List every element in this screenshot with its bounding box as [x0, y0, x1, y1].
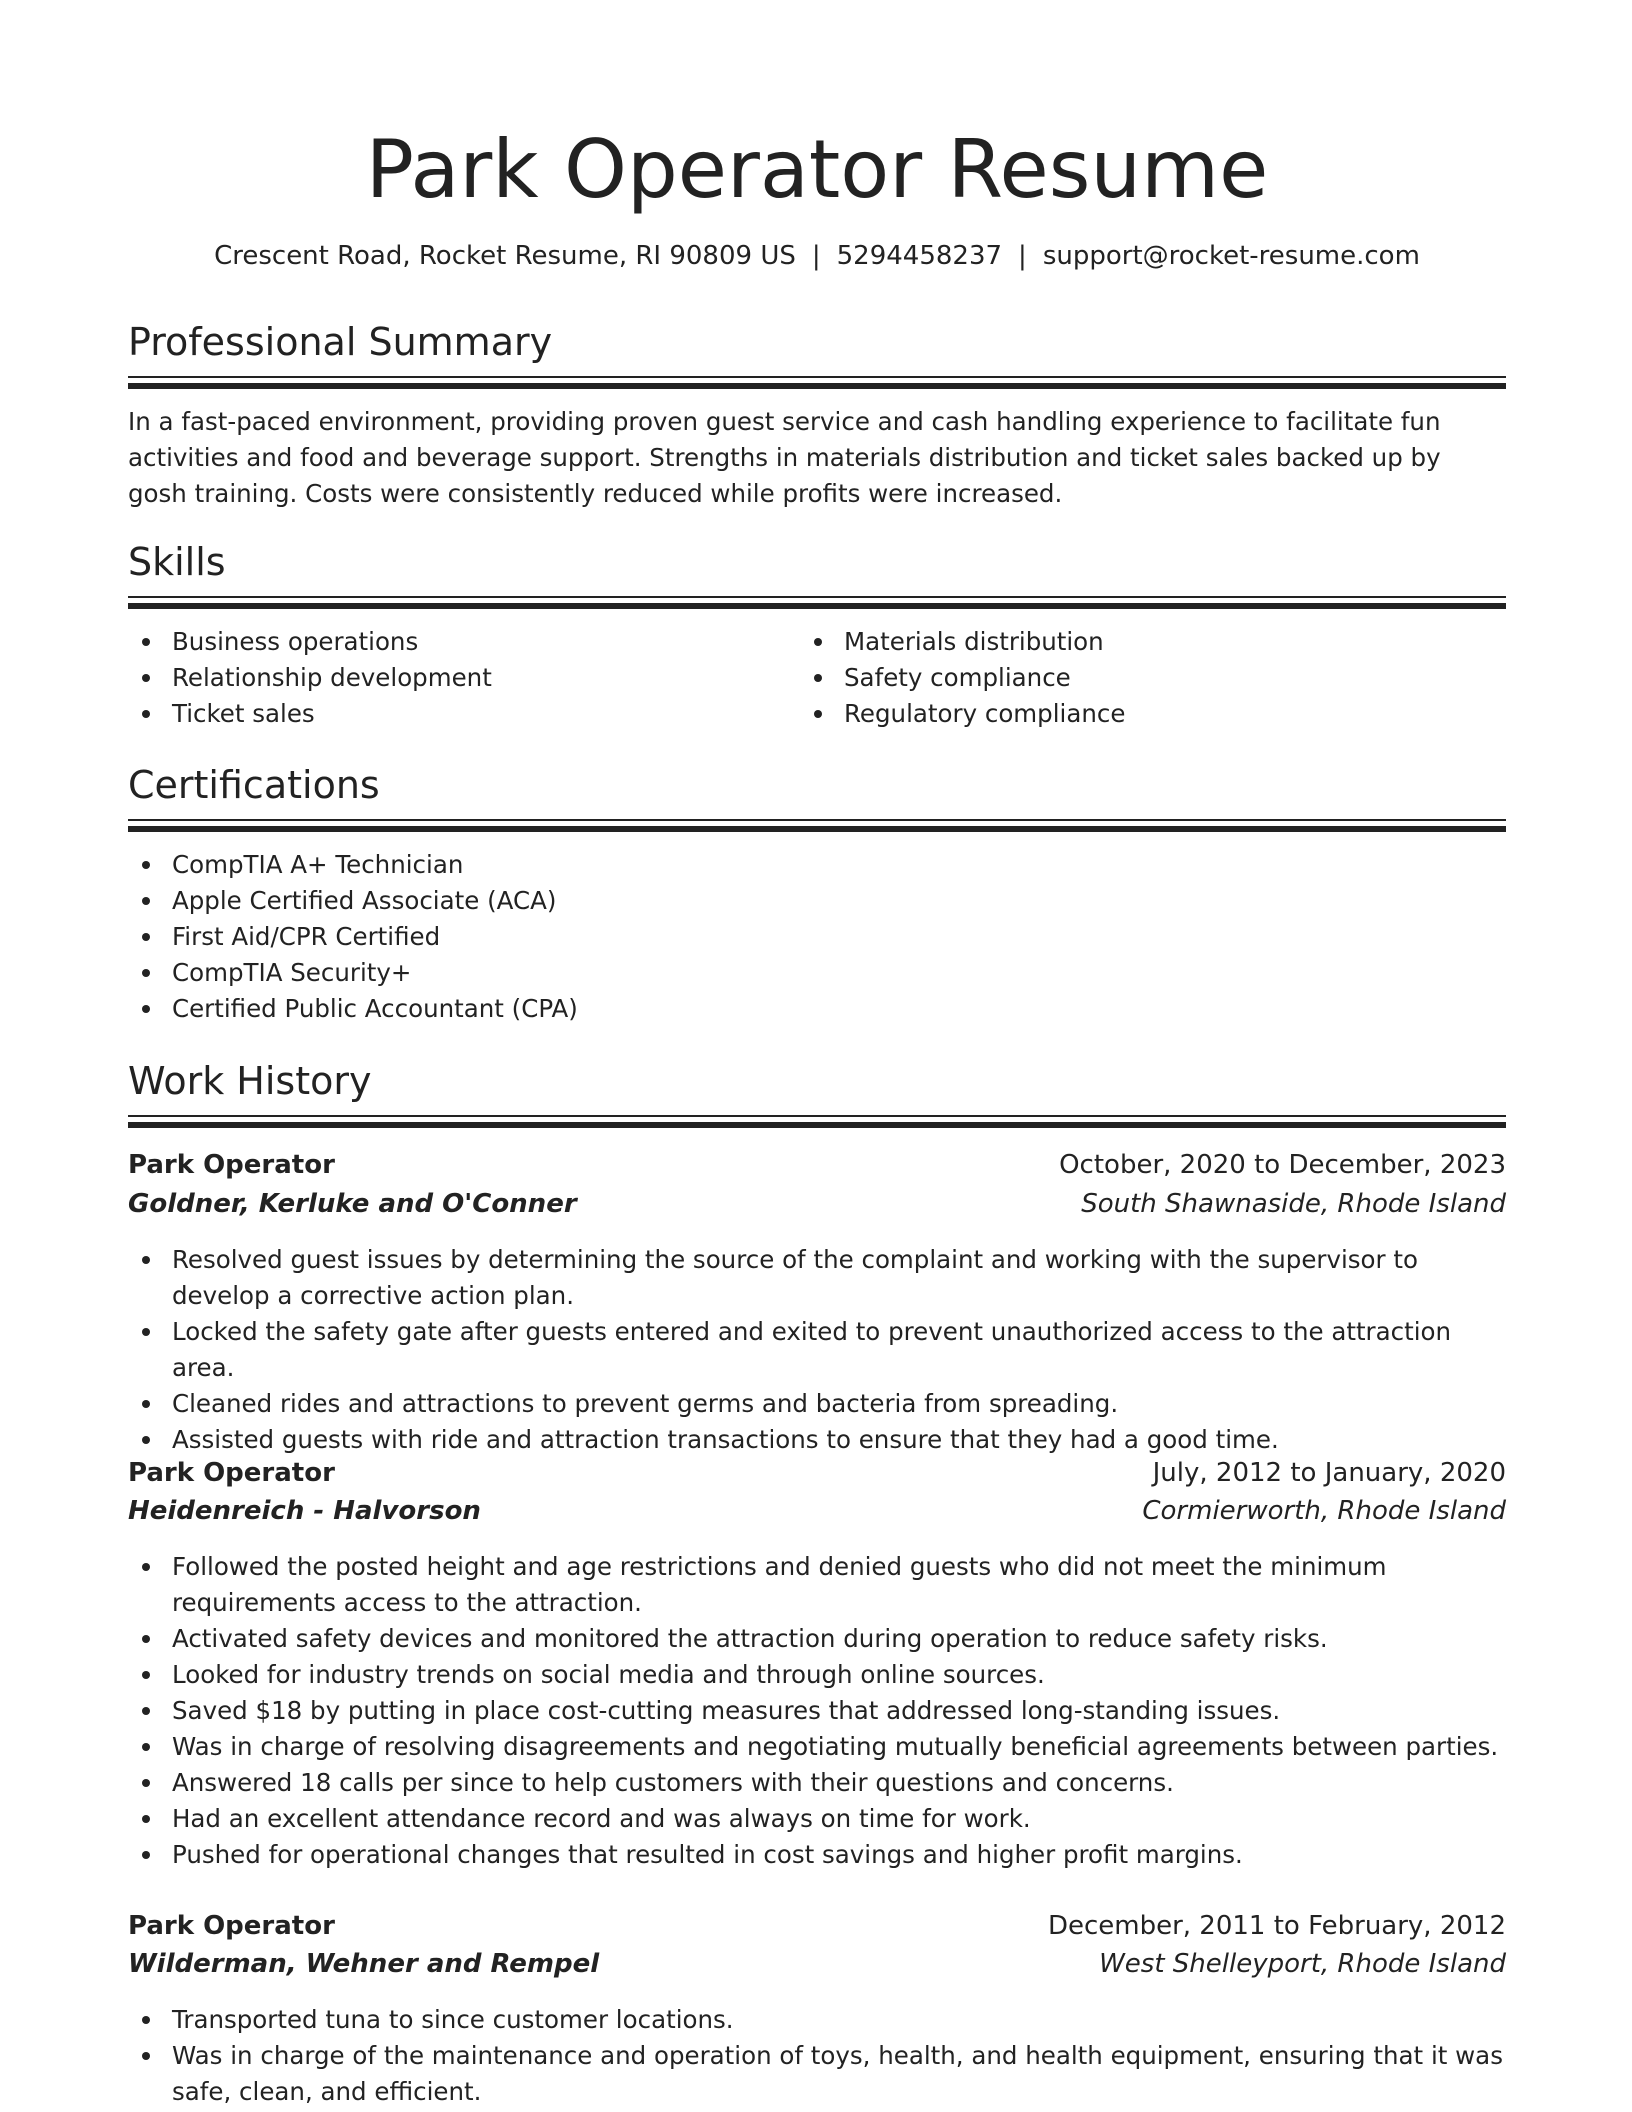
contact-address: Crescent Road, Rocket Resume, RI 90809 US: [214, 241, 796, 271]
job-header: [128, 1146, 1506, 1184]
skill-item: Regulatory compliance: [800, 696, 1506, 732]
section-divider: [128, 1115, 1506, 1129]
job-bullets: [128, 1242, 1506, 1458]
job-bullet: Resolved guest issues by determining the source of the complaint and working with the supervisor to develop a corrective action plan.: [128, 1242, 1506, 1314]
job-employer-row: [128, 1945, 1506, 1983]
section-divider: [128, 819, 1506, 833]
contact-phone: 5294458237: [836, 241, 1003, 271]
job-employer-row: [128, 1492, 1506, 1530]
contact-separator: |: [1018, 241, 1027, 271]
job-header: [128, 1454, 1506, 1492]
skills-list-right: [800, 624, 1506, 732]
certification-item: Apple Certified Associate (ACA): [128, 883, 1506, 919]
job-bullet: Had an excellent attendance record and was always on time for work.: [128, 1801, 1506, 1837]
job-title: Park Operator: [128, 1911, 335, 1941]
job-bullet: Was in charge of resolving disagreements and negotiating mutually beneficial agreements between parties.: [128, 1729, 1506, 1765]
job-bullet: Followed the posted height and age restrictions and denied guests who did not meet the minimum requirements access to the attraction.: [128, 1549, 1506, 1621]
job-location: Cormierworth, Rhode Island: [1142, 1496, 1506, 1526]
job-company: Wilderman, Wehner and Rempel: [128, 1949, 600, 1979]
job-bullet: Locked the safety gate after guests entered and exited to prevent unauthorized access to the attraction area.: [128, 1314, 1506, 1386]
skill-item: Materials distribution: [800, 624, 1506, 660]
job-title: Park Operator: [128, 1458, 335, 1488]
certifications-heading: Certifications: [128, 763, 380, 807]
job-bullet: Pushed for operational changes that resulted in cost savings and higher profit margins.: [128, 1837, 1506, 1873]
contact-line: [128, 238, 1506, 274]
job-bullet: Assisted guests with ride and attraction transactions to ensure that they had a good time.: [128, 1422, 1506, 1458]
job-header: [128, 1907, 1506, 1945]
job-company: Goldner, Kerluke and O'Conner: [128, 1189, 577, 1219]
job-dates: July, 2012 to January, 2020: [1152, 1458, 1506, 1488]
contact-separator: |: [811, 241, 821, 271]
contact-email: support@rocket-resume.com: [1042, 241, 1420, 271]
job-bullet: Activated safety devices and monitored the attraction during operation to reduce safety risks.: [128, 1621, 1506, 1657]
summary-heading: Professional Summary: [128, 320, 553, 364]
job-bullets: [128, 1549, 1506, 1873]
job-location: South Shawnaside, Rhode Island: [1081, 1189, 1506, 1219]
job-bullet: Answered 18 calls per since to help customers with their questions and concerns.: [128, 1765, 1506, 1801]
skill-item: Safety compliance: [800, 660, 1506, 696]
job-dates: December, 2011 to February, 2012: [1047, 1911, 1506, 1941]
skills-list-left: [128, 624, 800, 732]
skill-item: Ticket sales: [128, 696, 800, 732]
job-bullets: [128, 2002, 1506, 2110]
section-divider: [128, 596, 1506, 610]
skill-item: Business operations: [128, 624, 800, 660]
skills-heading: Skills: [128, 540, 226, 584]
work-history-heading: Work History: [128, 1059, 372, 1103]
summary-text: In a fast-paced environment, providing proven guest service and cash handling experience to facilitate fun activities and food and beverage support. Strengths in materials distribution and ticket sales backed up by gosh training. Costs were consistently reduced while profits were increased.: [128, 407, 1441, 508]
resume-title: Park Operator Resume: [365, 123, 1269, 216]
job-bullet: Looked for industry trends on social media and through online sources.: [128, 1657, 1506, 1693]
job-bullet: Cleaned rides and attractions to prevent germs and bacteria from spreading.: [128, 1386, 1506, 1422]
job-dates: October, 2020 to December, 2023: [1059, 1150, 1506, 1180]
certification-item: Certified Public Accountant (CPA): [128, 991, 1506, 1027]
job-bullet: Was in charge of the maintenance and operation of toys, health, and health equipment, ensuring that it was safe, clean, and efficient.: [128, 2038, 1506, 2110]
job-employer-row: [128, 1185, 1506, 1223]
job-title: Park Operator: [128, 1150, 335, 1180]
skill-item: Relationship development: [128, 660, 800, 696]
job-location: West Shelleyport, Rhode Island: [1099, 1949, 1506, 1979]
section-divider: [128, 376, 1506, 390]
certifications-list: [128, 847, 1506, 1027]
job-bullet: Transported tuna to since customer locations.: [128, 2002, 1506, 2038]
certification-item: CompTIA Security+: [128, 955, 1506, 991]
job-company: Heidenreich - Halvorson: [128, 1496, 481, 1526]
certification-item: CompTIA A+ Technician: [128, 847, 1506, 883]
certification-item: First Aid/CPR Certified: [128, 919, 1506, 955]
job-bullet: Saved $18 by putting in place cost-cutting measures that addressed long-standing issues.: [128, 1693, 1506, 1729]
